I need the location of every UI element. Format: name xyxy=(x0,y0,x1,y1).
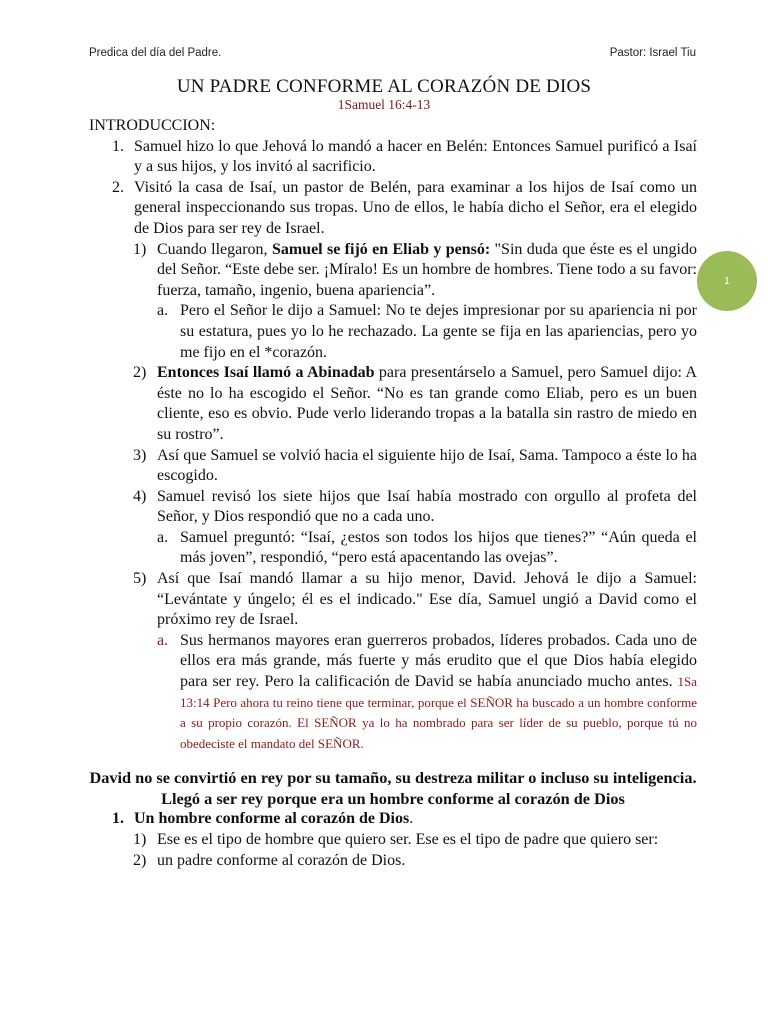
text-run: Sus hermanos mayores eran guerreros probados, líderes probados. Cada uno de ellos era más grande, más fuerte y más erudito que el que Dios había elegido para ser rey. Pero la calificación de David se había anunciado mucho antes. xyxy=(180,631,697,691)
text-run: para presentárselo a Samuel, pero Samuel dijo: A éste no lo ha escogido el Señor. “No es tan grande como Eliab, pero es un buen cliente, eso es obvio. Pude verlo liderando tropas a la batalla sin rastro de miedo en su rostro”. xyxy=(157,364,697,443)
spacer xyxy=(89,754,697,767)
list-number: 2) xyxy=(133,851,147,869)
scripture-reference: 1Samuel 16:4-13 xyxy=(337,97,431,112)
thesis-statement: David no se convirtió en rey por su tamaño, su destreza militar o incluso su inteligencia. Llegó a ser rey porque era un hombre conforme al corazón de Dios xyxy=(89,768,697,809)
page-header xyxy=(89,47,696,59)
list-item xyxy=(89,487,697,528)
list-item xyxy=(89,446,697,487)
list-item xyxy=(89,631,697,755)
list-number: 2) xyxy=(133,364,147,382)
list-text xyxy=(134,809,697,830)
list-item xyxy=(89,137,697,178)
list-text: un padre conforme al corazón de Dios. xyxy=(157,851,406,869)
list-letter: a. xyxy=(157,528,169,546)
header-right: Pastor: Israel Tiu xyxy=(609,47,696,59)
list-item xyxy=(89,363,697,445)
list-item xyxy=(89,569,697,631)
intro-heading: INTRODUCCION: xyxy=(89,117,216,134)
scripture-quote: 1Sa 13:14 Pero ahora tu reino tiene que terminar, porque el SEÑOR ha buscado a un hombre conforme a su propio corazón. El SEÑOR ya lo ha nombrado para ser líder de su pueblo, porque tú no obedeciste el mandato del SEÑOR. xyxy=(180,674,698,751)
text-run: . xyxy=(409,810,414,828)
list-text xyxy=(157,240,697,302)
list-text xyxy=(180,631,697,755)
list-letter: a. xyxy=(157,302,169,320)
header-left: Predica del día del Padre. xyxy=(89,47,222,59)
list-text: Samuel hizo lo que Jehová lo mandó a hacer en Belén: Entonces Samuel purificó a Isaí y a sus hijos, y los invitó al sacrificio. xyxy=(134,137,697,176)
list-text xyxy=(157,363,697,445)
list-text: Visitó la casa de Isaí, un pastor de Belén, para examinar a los hijos de Isaí como un general inspeccionando sus tropas. Uno de ellos, le había dicho el Señor, era el elegido de Dios para ser rey de Israel. xyxy=(134,178,697,237)
list-item xyxy=(89,851,697,872)
bold-text: Samuel se fijó en Eliab y pensó: xyxy=(271,240,491,258)
list-number: 4) xyxy=(133,487,147,505)
list-item xyxy=(89,240,697,302)
list-item xyxy=(89,830,697,851)
list-text: Pero el Señor le dijo a Samuel: No te dejes impresionar por su apariencia ni por su estatura, pues yo lo he rechazado. La gente se fija en las apariencias, pero yo me fijo en el *corazón. xyxy=(180,302,697,361)
list-letter: a. xyxy=(157,631,169,649)
list-number: 1. xyxy=(112,810,124,828)
list-number: 3) xyxy=(133,446,147,464)
text-run: "Sin duda que éste es el ungido del Señor. “Este debe ser. ¡Míralo! Es un hombre de hombres. Tiene todo a su favor: fuerza, tamaño, ingenio, buena apariencia”. xyxy=(157,240,697,299)
list-text: Ese es el tipo de hombre que quiero ser. Ese es el tipo de padre que quiero ser: xyxy=(157,831,659,848)
list-item xyxy=(89,301,697,363)
list-text: Samuel preguntó: “Isaí, ¿estos son todos los hijos que tienes?” “Aún queda el más joven”, respondió, “pero está apacentando las ovejas”. xyxy=(180,528,697,567)
bold-text: Entonces Isaí llamó a Abinadab xyxy=(157,364,375,382)
list-text: Así que Isaí mandó llamar a su hijo menor, David. Jehová le dijo a Samuel: “Levántate y úngelo; él es el indicado." Ese día, Samuel ungió a David como el próximo rey de Israel. xyxy=(157,570,697,629)
document-body xyxy=(89,116,697,871)
list-number: 2. xyxy=(112,178,124,196)
list-item xyxy=(89,178,697,240)
list-number: 1. xyxy=(112,137,124,155)
page-number-badge: 1 xyxy=(697,251,757,311)
list-item xyxy=(89,809,697,830)
list-number: 5) xyxy=(133,570,147,588)
list-number: 1) xyxy=(133,831,147,848)
document-title: UN PADRE CONFORME AL CORAZÓN DE DIOS xyxy=(176,76,592,97)
text-run: Cuando llegaron, xyxy=(157,240,272,258)
list-text: Samuel revisó los siete hijos que Isaí había mostrado con orgullo al profeta del Señor, y Dios respondió que no a cada uno. xyxy=(157,487,697,526)
list-item xyxy=(89,528,697,569)
bold-text: Un hombre conforme al corazón de Dios xyxy=(134,810,410,828)
list-number: 1) xyxy=(133,240,147,258)
list-text: Así que Samuel se volvió hacia el siguiente hijo de Isaí, Sama. Tampoco a éste lo ha escogido. xyxy=(157,446,697,485)
